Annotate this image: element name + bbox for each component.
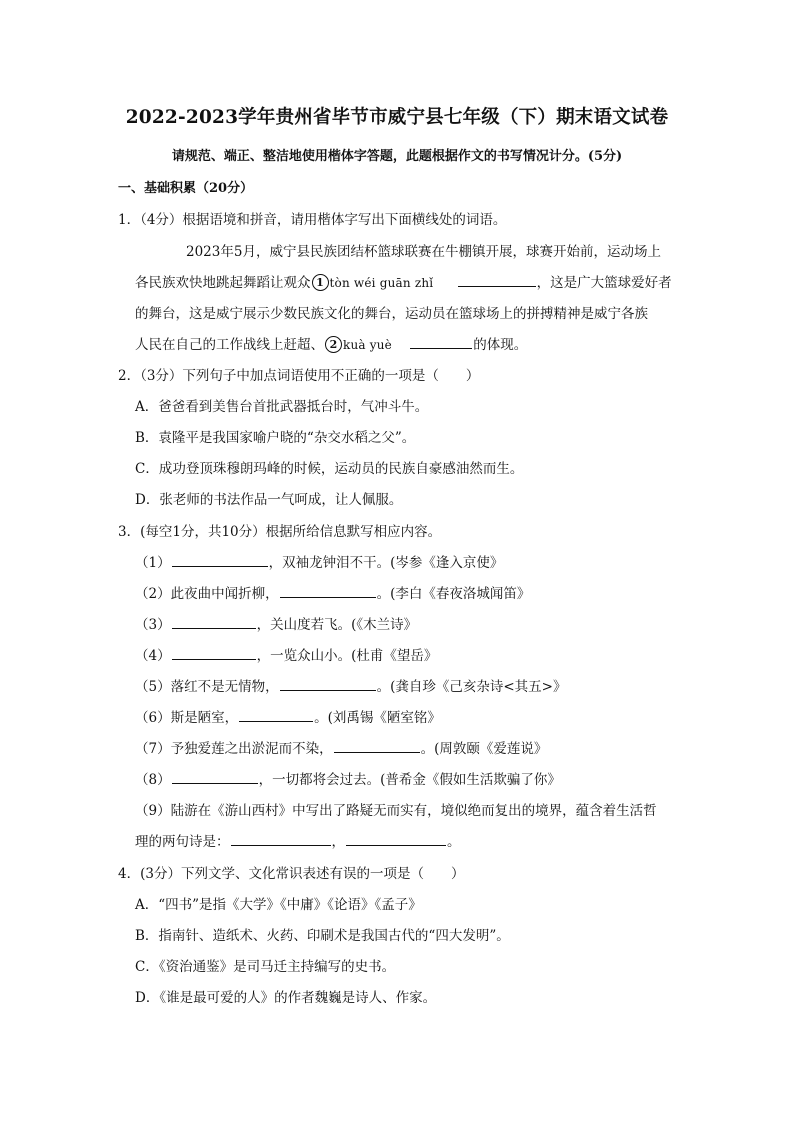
recitation-item-1: （1） ，双袖龙钟泪不干。(岑参《逢入京使》 [135, 555, 504, 571]
option-b: B．指南针、造纸术、火药、印刷术是我国古代的“四大发明”。 [135, 928, 510, 944]
page-title: 2022-2023学年贵州省毕节市威宁县七年级（下）期末语文试卷 [125, 107, 669, 128]
recitation-item-9: （9）陆游在《游山西村》中写出了路疑无而实有，境似绝而复出的境界，蕴含着生活哲 [135, 803, 657, 819]
recitation-item-3: （3） ，关山度若飞。(《木兰诗》 [135, 617, 418, 633]
recitation-item-6: （6）斯是陋室， 。(刘禹锡《陋室铭》 [135, 710, 441, 726]
pinyin-hint-2: kuà yuè [343, 338, 392, 352]
question-3-stem: 3．(每空1分，共10分）根据所给信息默写相应内容。 [118, 524, 442, 540]
question-4-stem: 4．(3分）下列文学、文化常识表述有误的一项是（ ） [118, 866, 465, 882]
answer-blank[interactable] [280, 677, 376, 691]
circled-number-2: 2 [325, 336, 342, 353]
answer-blank[interactable] [172, 770, 258, 784]
answer-blank[interactable] [346, 832, 446, 846]
option-d: D．张老师的书法作品一气呵成，让人佩服。 [135, 492, 403, 508]
recitation-item-8: （8） ，一切都将会过去。(普希金《假如生活欺骗了你》 [135, 772, 561, 788]
recitation-item-7: （7）予独爱莲之出淤泥而不染， 。(周敦颐《爱莲说》 [135, 741, 548, 757]
option-c: C．《资治通鉴》是司马迁主持编写的史书。 [135, 959, 396, 975]
option-a: A．“四书”是指《大学》《中庸》《论语》《孟子》 [135, 897, 422, 913]
answer-blank[interactable] [172, 646, 256, 660]
handwriting-note: 请规范、端正、整洁地使用楷体字答题，此题根据作文的书写情况计分。(5分) [171, 149, 623, 164]
recitation-item-2: （2）此夜曲中闻折柳， 。(李白《春夜洛城闻笛》 [135, 586, 531, 602]
answer-blank[interactable] [172, 615, 256, 629]
option-a: A．爸爸看到美售台首批武器抵台时，气冲斗牛。 [135, 399, 429, 415]
question-1-paragraph-line: 各民族欢快地跳起舞蹈让观众 1 tòn wéi guān zhǐ ，这是广大篮球爱好者 [135, 275, 672, 291]
pinyin-hint-1: tòn wéi guān zhǐ [329, 276, 434, 290]
answer-blank[interactable] [239, 708, 313, 722]
option-c: C．成功登顶珠穆朗玛峰的时候，运动员的民族自豪感油然而生。 [135, 461, 524, 477]
circled-number-1: 1 [312, 274, 329, 291]
answer-blank[interactable] [410, 335, 472, 349]
option-b: B．袁隆平是我国家喻户晓的“杂交水稻之父”。 [135, 430, 416, 446]
question-1-stem: 1．（4分）根据语境和拼音，请用楷体字写出下面横线处的词语。 [118, 212, 507, 228]
recitation-item-4: （4） ，一览众山小。(杜甫《望岳》 [135, 648, 438, 664]
option-d: D．《谁是最可爱的人》的作者魏巍是诗人、作家。 [135, 990, 437, 1006]
answer-blank[interactable] [231, 832, 331, 846]
question-1-paragraph-line: 人民在自己的工作战线上赶超、 2 kuà yuè 的体现。 [135, 337, 528, 353]
answer-blank[interactable] [334, 739, 420, 753]
section-heading-1: 一、基础积累（20分） [118, 181, 254, 196]
recitation-item-9-continued: 理的两句诗是： ， 。 [135, 834, 461, 850]
answer-blank[interactable] [280, 584, 376, 598]
question-1-paragraph-line: 的舞台，这是威宁展示少数民族文化的舞台，运动员在篮球场上的拼搏精神是威宁各族 [135, 306, 648, 322]
answer-blank[interactable] [458, 273, 536, 287]
question-2-stem: 2．（3分）下列句子中加点词语使用不正确的一项是（ ） [118, 368, 480, 384]
answer-blank[interactable] [172, 553, 268, 567]
recitation-item-5: （5）落红不是无情物， 。(龚自珍《己亥杂诗<其五>》 [135, 679, 567, 695]
question-1-paragraph-line: 2023年5月，威宁县民族团结杯篮球联赛在牛棚镇开展，球赛开始前，运动场上 [186, 244, 661, 260]
